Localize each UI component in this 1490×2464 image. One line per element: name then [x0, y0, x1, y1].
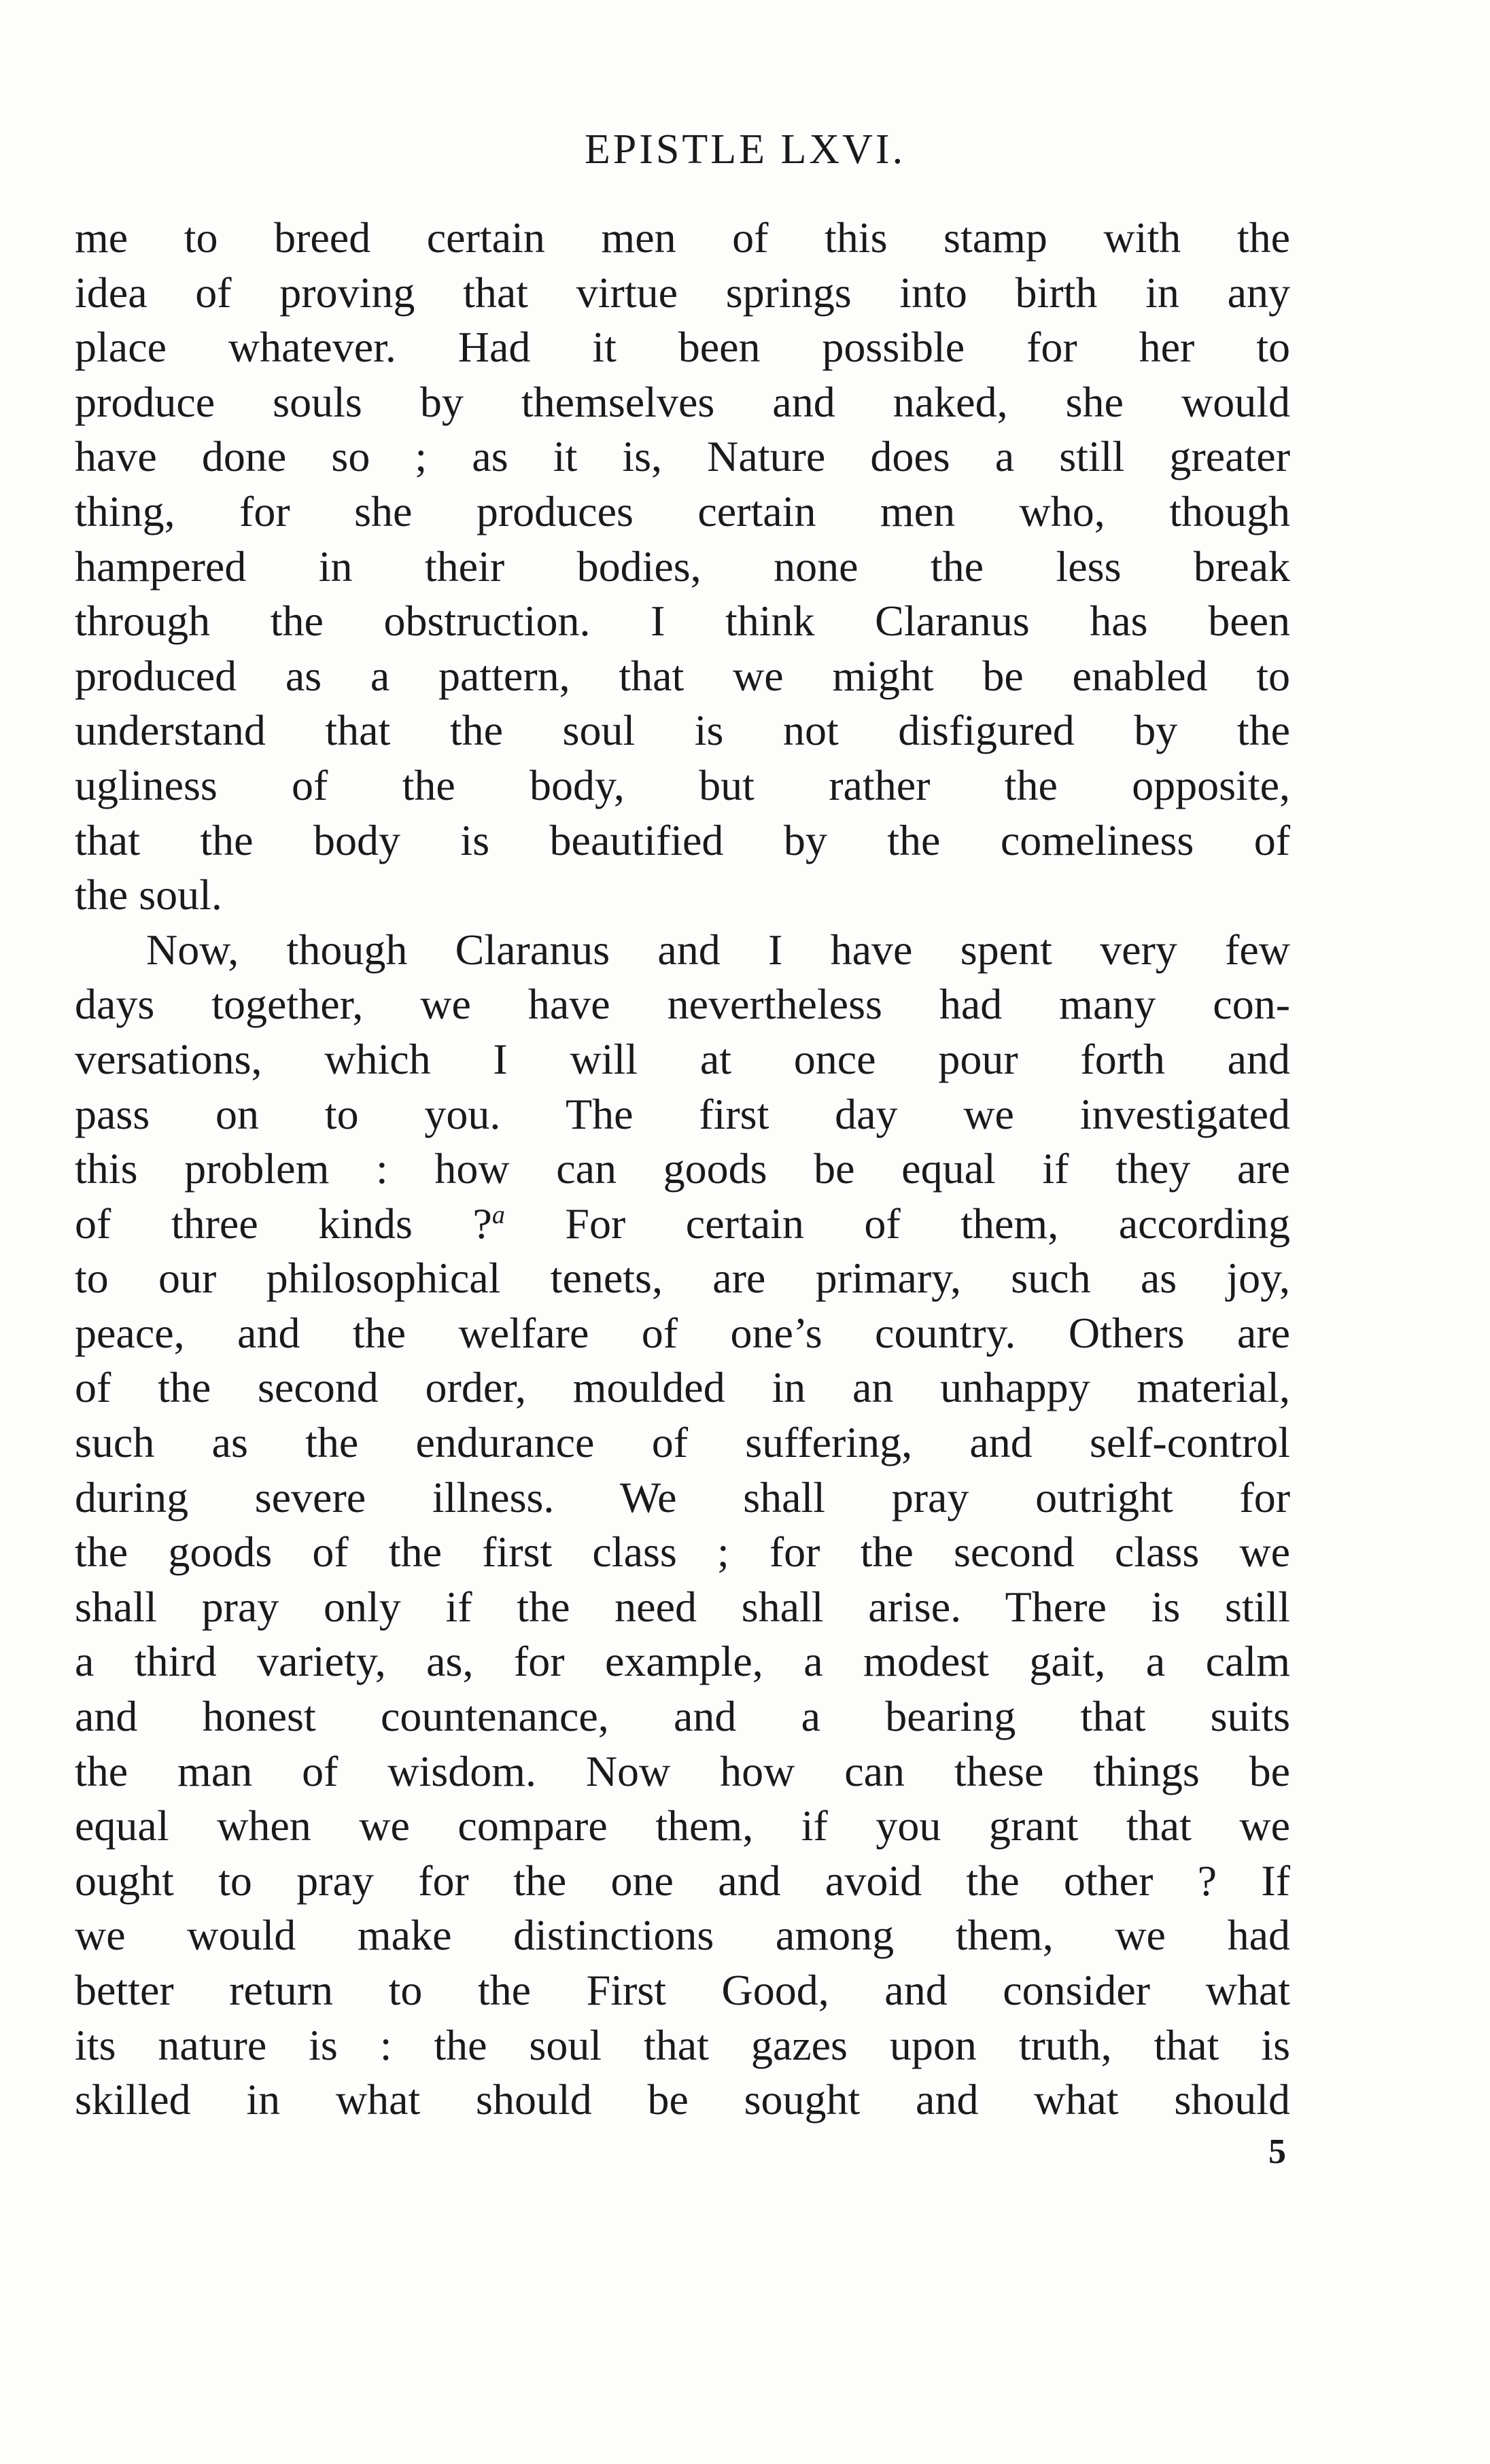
text-line: produced as a pattern, that we might be enabled to: [75, 651, 1290, 700]
text-line: have done so ; as it is, Nature does a still greater: [75, 432, 1290, 481]
text-line: we would make distinctions among them, we had: [75, 1911, 1290, 1960]
text-line: hampered in their bodies, none the less break: [75, 542, 1290, 591]
text-line: ugliness of the body, but rather the opposite,: [75, 760, 1290, 809]
text-line: that the body is beautified by the comeliness of: [75, 815, 1290, 864]
footnote-marker[interactable]: a: [491, 1200, 505, 1229]
text-line: of three kinds ?$^a$ For certain of them, according: [75, 1199, 1291, 1248]
text-line: of the second order, moulded in an unhappy material,: [75, 1363, 1290, 1412]
running-head: EPISTLE LXVI.: [584, 126, 906, 173]
text-line: ought to pray for the one and avoid the other ? If: [75, 1856, 1290, 1905]
text-line: skilled in what should be sought and what should: [75, 2075, 1290, 2124]
text-line: to our philosophical tenets, are primary, such as joy,: [75, 1254, 1290, 1303]
text-line: idea of proving that virtue springs into birth in any: [75, 268, 1290, 317]
text-line: equal when we compare them, if you grant that we: [75, 1801, 1290, 1850]
page-number: 5: [1268, 2132, 1286, 2171]
text-line: produce souls by themselves and naked, she would: [75, 377, 1290, 426]
text-line: versations, which I will at once pour forth and: [75, 1034, 1290, 1083]
text-line: place whatever. Had it been possible for her to: [75, 323, 1290, 372]
text-line: such as the endurance of suffering, and self-control: [75, 1418, 1290, 1467]
text-line: better return to the First Good, and consider what: [75, 1966, 1290, 2014]
text-line: peace, and the welfare of one’s country. Others are: [75, 1308, 1290, 1357]
text-line: the man of wisdom. Now how can these things be: [75, 1746, 1290, 1795]
text-line: during severe illness. We shall pray outright for: [75, 1473, 1290, 1521]
text-line: thing, for she produces certain men who, though: [75, 487, 1290, 535]
text-line: pass on to you. The first day we investigated: [75, 1089, 1290, 1138]
text-line: and honest countenance, and a bearing that suits: [75, 1692, 1290, 1741]
text-line: through the obstruction. I think Claranus has been: [75, 597, 1290, 646]
text-line: the soul.: [75, 870, 222, 919]
text-line: Now, though Claranus and I have spent very few: [146, 925, 1290, 974]
text-line: days together, we have nevertheless had many con-: [75, 980, 1290, 1029]
text-line: understand that the soul is not disfigured by the: [75, 706, 1290, 755]
text-line: shall pray only if the need shall arise. There is still: [75, 1582, 1290, 1631]
text-line: a third variety, as, for example, a modest gait, a calm: [75, 1637, 1290, 1686]
text-line: this problem : how can goods be equal if they are: [75, 1144, 1290, 1193]
text-line: me to breed certain men of this stamp with the: [75, 213, 1290, 262]
text-line: its nature is : the soul that gazes upon truth, that is: [75, 2020, 1290, 2069]
body-text: [75, 211, 1290, 2128]
text-line: the goods of the first class ; for the second class we: [75, 1528, 1290, 1577]
